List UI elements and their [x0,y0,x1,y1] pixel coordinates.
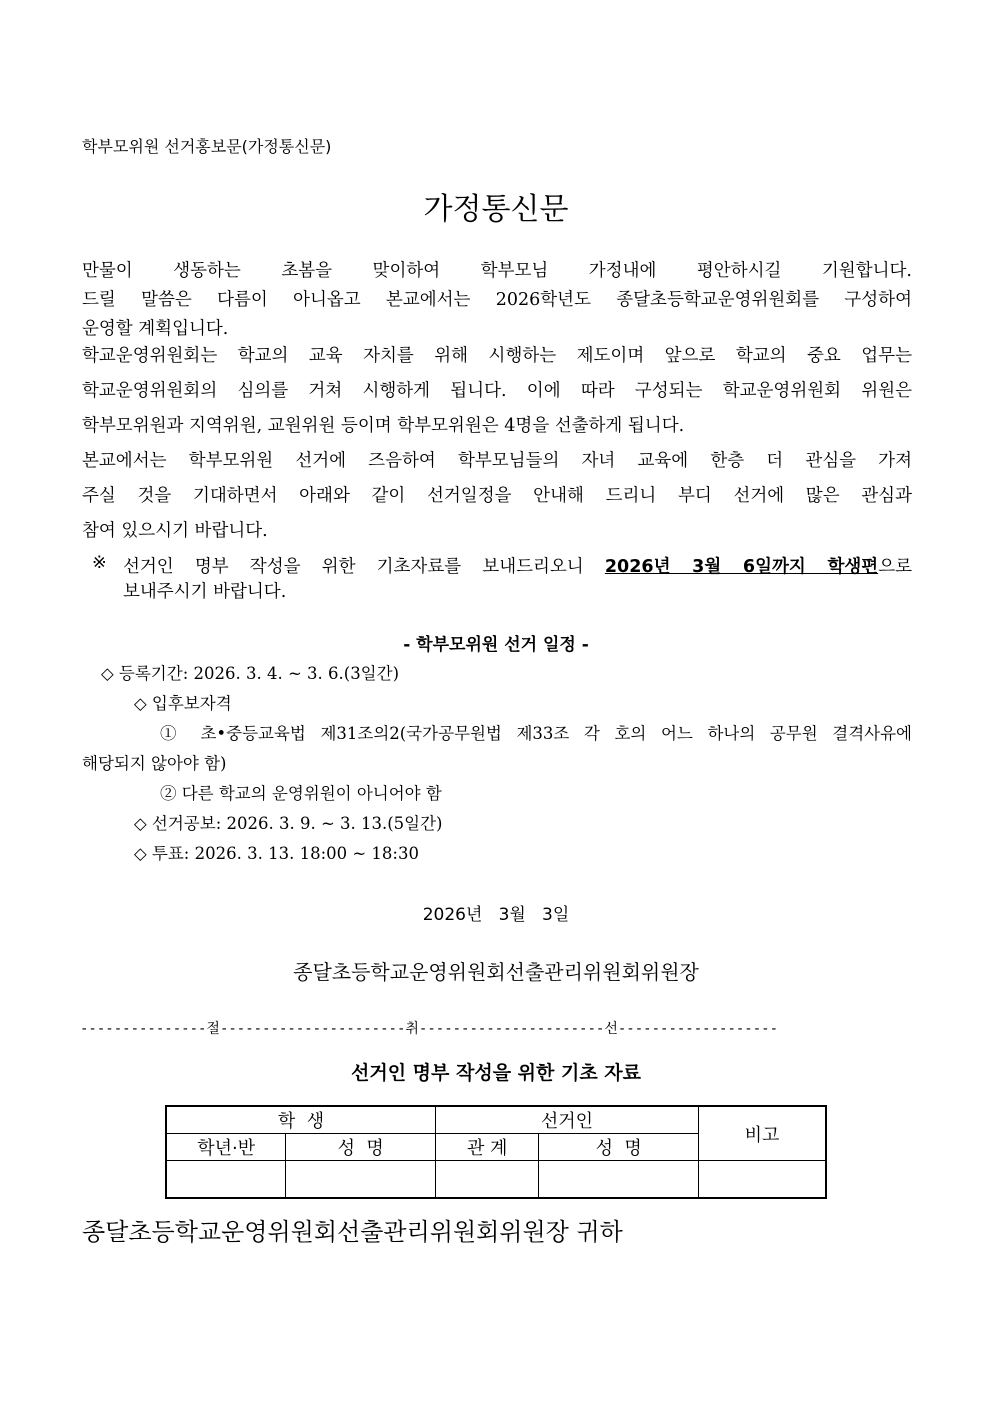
header-remarks: 비고 [699,1106,827,1161]
cut-line: ---------------절----------------------취----------------------선------------------- [80,1021,779,1037]
input-student-name[interactable] [286,1161,436,1199]
schedule-registration: ◇ 등록기간: 2026. 3. 4. ~ 3. 6.(3일간) [101,664,400,683]
note-line-1 [123,553,912,578]
committee-signature: 종달초등학교운영위원회선출관리위원회위원장 [293,960,699,984]
header-voter-name: 성 명 [539,1134,699,1161]
footer-addressee: 종달초등학교운영위원회선출관리위원회위원장 귀하 [82,1218,623,1246]
body-line: 드릴 말씀은 다름이 아니옵고 본교에서는 2026학년도 종달초등학교운영위원회를 구성하여 [82,290,912,310]
input-remarks[interactable] [699,1161,827,1199]
schedule-qualification: ◇ 입후보자격 [134,694,232,713]
page-title: 가정통신문 [423,192,569,227]
header-student: 학 생 [166,1106,436,1134]
qualification-item-2: ② 다른 학교의 운영위원이 아니어야 함 [160,784,442,803]
body-line: 학교운영위원회의 심의를 거쳐 시행하게 됩니다. 이에 따라 구성되는 학교운영위원회 위원은 [82,381,912,401]
form-title: 선거인 명부 작성을 위한 기초 자료 [350,1062,642,1084]
qualification-item-1: ① 초•중등교육법 제31조의2(국가공무원법 제33조 각 호의 어느 하나의 공무원 결격사유에 [160,724,912,743]
schedule-campaign: ◇ 선거공보: 2026. 3. 9. ~ 3. 13.(5일간) [134,814,443,833]
body-line: 만물이 생동하는 초봄을 맞이하여 학부모님 가정내에 평안하시길 기원합니다. [82,261,912,281]
voter-form-table [165,1105,827,1199]
input-relation[interactable] [436,1161,539,1199]
header-grade-class: 학년·반 [166,1134,286,1161]
header-student-name: 성 명 [286,1134,436,1161]
note-line-2: 보내주시기 바랍니다. [123,582,287,602]
note-text: 선거인 명부 작성을 위한 기초자료를 보내드리오니 [123,557,605,577]
input-grade-class[interactable] [166,1161,286,1199]
header-voter: 선거인 [436,1106,699,1134]
issue-date: 2026년 3월 3일 [422,905,570,925]
input-voter-name[interactable] [539,1161,699,1199]
body-line: 참여 있으시기 바랍니다. [82,521,268,541]
schedule-title: - 학부모위원 선거 일정 - [403,635,589,655]
note-text-suffix: 으로 [878,557,912,577]
body-line: 학교운영위원회는 학교의 교육 자치를 위해 시행하는 제도이며 앞으로 학교의 중요 업무는 [82,346,912,366]
qualification-item-1-cont: 해당되지 않아야 함) [82,754,227,773]
document-header-label: 학부모위원 선거홍보문(가정통신문) [82,137,332,156]
body-line: 주실 것을 기대하면서 아래와 같이 선거일정을 안내해 드리니 부디 선거에 많은 관심과 [82,486,912,506]
note-mark: ※ [92,553,107,573]
note-deadline: 2026년 3월 6일까지 학생편 [604,557,879,577]
schedule-vote: ◇ 투표: 2026. 3. 13. 18:00 ~ 18:30 [134,844,419,863]
body-line: 학부모위원과 지역위원, 교원위원 등이며 학부모위원은 4명을 선출하게 됩니다. [82,416,685,436]
body-line: 운영할 계획입니다. [82,319,229,339]
body-line: 본교에서는 학부모위원 선거에 즈음하여 학부모님들의 자녀 교육에 한층 더 관심을 가져 [82,451,912,471]
header-relation: 관 계 [436,1134,539,1161]
